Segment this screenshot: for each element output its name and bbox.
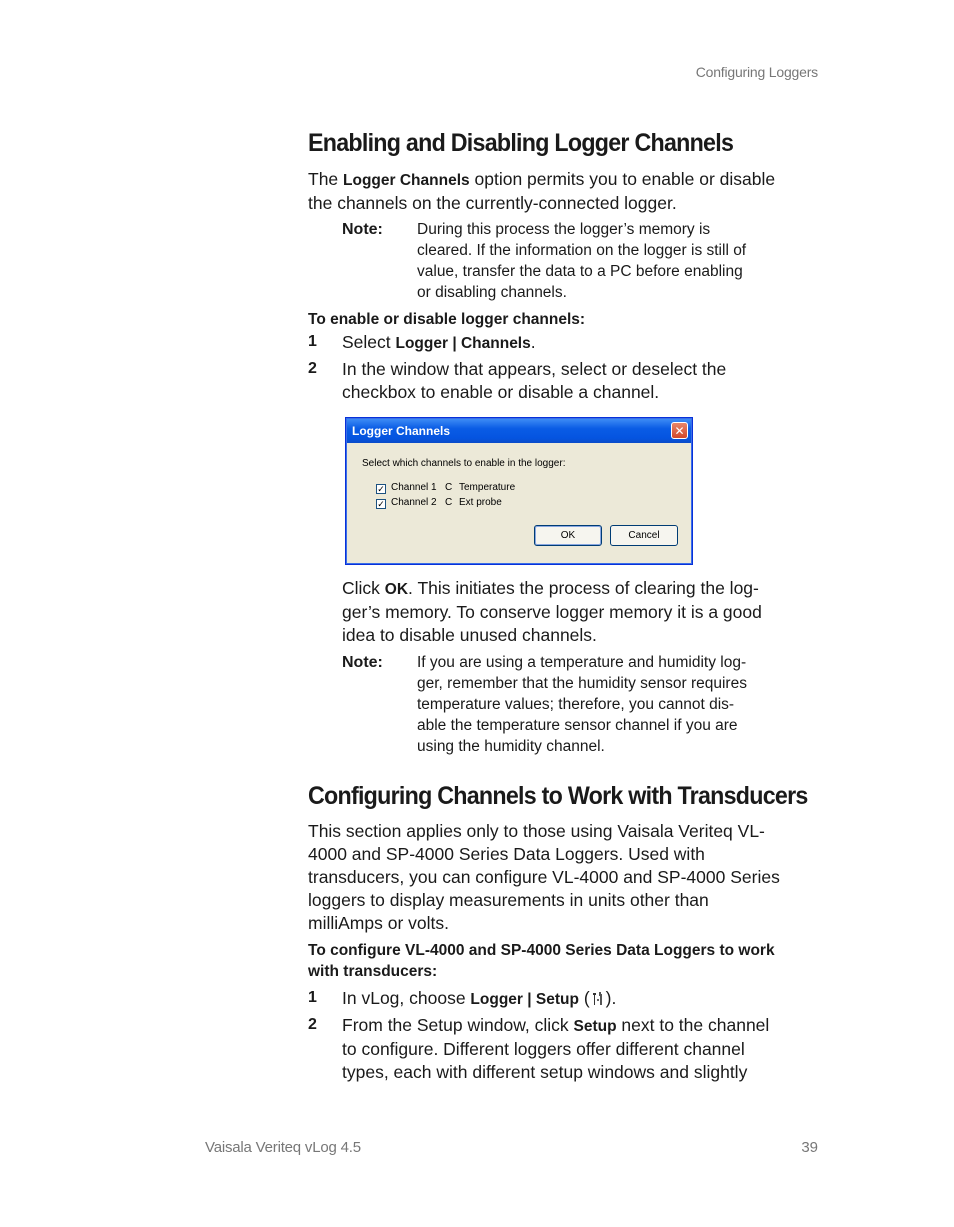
step-line: checkbox to enable or disable a channel.	[342, 382, 660, 402]
step-number: 2	[308, 360, 317, 377]
channel-row-1[interactable]	[376, 482, 515, 494]
note-line: temperature values; therefore, you cannot dis-	[417, 696, 735, 713]
ui-term-ok: OK	[384, 581, 409, 598]
setup-tools-icon	[590, 991, 606, 1007]
step-2-setup-text	[342, 1014, 822, 1084]
intro-line: transducers, you can configure VL-4000 and SP-4000 Series	[308, 867, 780, 887]
step-line: types, each with different setup windows and slightly	[342, 1062, 748, 1082]
step-1-setup-text: In vLog, choose Logger | Setup ( ).	[342, 988, 617, 1008]
step-line: In the window that appears, select or deselect the	[342, 359, 727, 379]
channel-2-unit: C	[445, 497, 453, 508]
note-line: ger, remember that the humidity sensor requires	[417, 675, 747, 692]
dialog-title: Logger Channels	[352, 424, 451, 438]
note-line: cleared. If the information on the logger is still of	[417, 242, 747, 259]
channel-1-unit: C	[445, 482, 453, 493]
note-line: value, transfer the data to a PC before enabling	[417, 263, 743, 280]
section-heading-transducers: Configuring Channels to Work with Transducers	[308, 782, 808, 810]
note-line: or disabling channels.	[417, 284, 567, 301]
ui-term-logger-channels: Logger Channels	[343, 172, 470, 189]
note-line: able the temperature sensor channel if you are	[417, 717, 738, 734]
intro-line-1: The Logger Channels option permits you to enable or disable	[308, 169, 776, 189]
footer-product-name: Vaisala Veriteq vLog 4.5	[205, 1139, 361, 1156]
page-number: 39	[801, 1139, 818, 1156]
procedure-heading-line: To configure VL-4000 and SP-4000 Series Data Loggers to work	[308, 942, 775, 959]
note-label: Note:	[342, 654, 383, 671]
dialog-titlebar	[347, 419, 691, 443]
procedure-heading-2	[308, 940, 828, 982]
procedure-heading-line: with transducers:	[308, 963, 438, 980]
note-2-text	[417, 652, 817, 757]
cancel-button[interactable]: Cancel	[610, 525, 678, 546]
step-2-text	[342, 358, 822, 404]
step-number: 1	[308, 333, 317, 350]
step-number: 2	[308, 1016, 317, 1033]
intro-line: loggers to display measurements in units other than	[308, 890, 709, 910]
intro-line-2: the channels on the currently-connected logger.	[308, 193, 677, 213]
channel-1-checkbox[interactable]: ✓	[377, 484, 385, 494]
note-line: During this process the logger’s memory is	[417, 221, 711, 238]
ui-term-logger-channels-menu: Logger | Channels	[395, 335, 531, 352]
click-line: idea to disable unused channels.	[342, 625, 597, 645]
click-line: ger’s memory. To conserve logger memory it is a good	[342, 602, 762, 622]
channel-1-type: Temperature	[459, 482, 516, 493]
section-heading-enabling: Enabling and Disabling Logger Channels	[308, 129, 734, 157]
channel-2-type: Ext probe	[459, 497, 502, 508]
step-line: From the Setup window, click Setup next to the channel	[342, 1015, 770, 1035]
channel-row-2[interactable]	[376, 497, 502, 509]
note-line: using the humidity channel.	[417, 738, 605, 755]
transducers-intro	[308, 820, 828, 935]
ok-button[interactable]: OK	[534, 525, 602, 546]
intro-line: 4000 and SP-4000 Series Data Loggers. Used with	[308, 844, 705, 864]
step-1-text: Select Logger | Channels.	[342, 332, 536, 352]
intro-line: This section applies only to those using Vaisala Veriteq VL-	[308, 821, 765, 841]
intro-line: milliAmps or volts.	[308, 913, 449, 933]
channel-1-name: Channel 1	[391, 482, 437, 493]
procedure-heading: To enable or disable logger channels:	[308, 311, 586, 328]
ui-term-setup: Setup	[573, 1018, 617, 1035]
step-number: 1	[308, 989, 317, 1006]
note-line: If you are using a temperature and humidity log-	[417, 654, 747, 671]
channel-2-checkbox[interactable]: ✓	[377, 499, 385, 509]
note-text	[417, 219, 817, 303]
intro-paragraph	[308, 168, 828, 215]
note-label: Note:	[342, 221, 383, 238]
step-line: to configure. Different loggers offer different channel	[342, 1039, 745, 1059]
channel-2-name: Channel 2	[391, 497, 437, 508]
running-head: Configuring Loggers	[695, 64, 818, 80]
dialog-prompt: Select which channels to enable in the logger:	[362, 458, 566, 469]
logger-channels-dialog	[345, 417, 693, 565]
click-ok-paragraph	[342, 577, 822, 647]
close-icon[interactable]: ✕	[671, 422, 688, 439]
ui-term-logger-setup: Logger | Setup	[470, 991, 579, 1008]
click-line-1: Click OK. This initiates the process of clearing the log-	[342, 578, 759, 598]
